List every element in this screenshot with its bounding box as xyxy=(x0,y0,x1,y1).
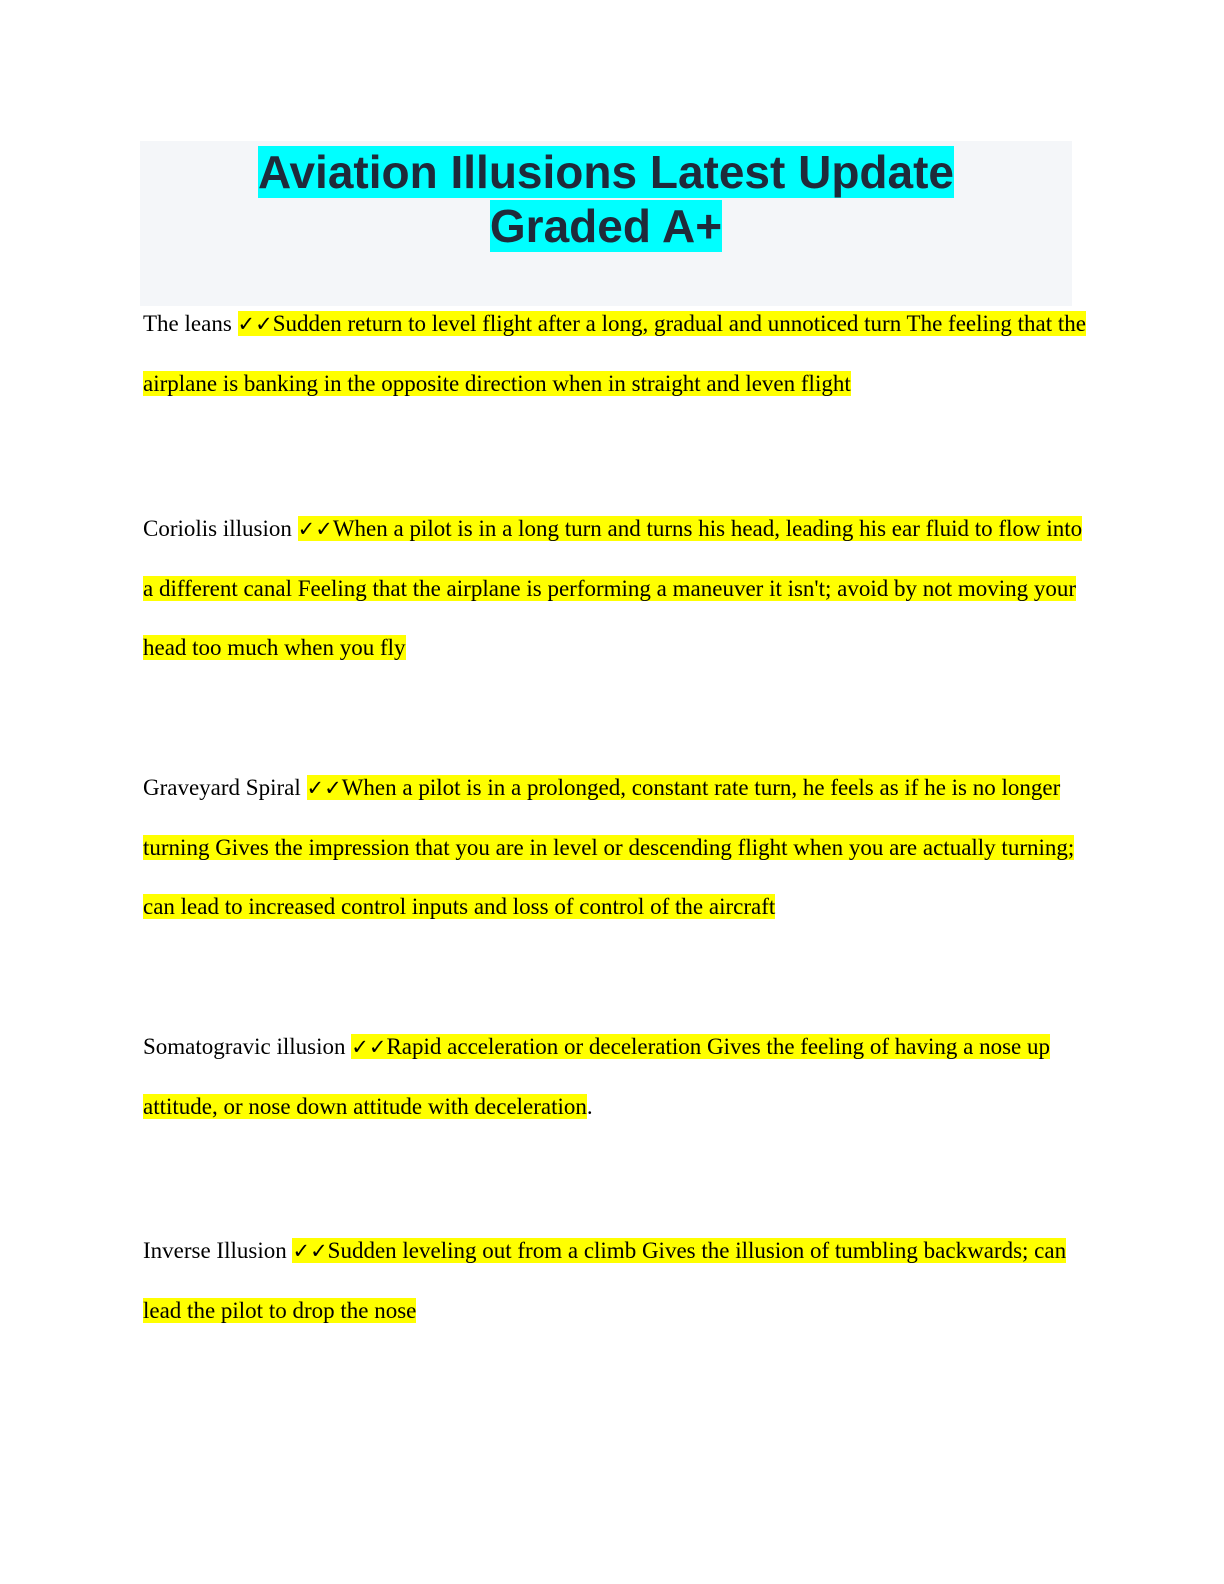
entry-graveyard-spiral xyxy=(143,758,1088,936)
check-mark-icon: ✓✓ xyxy=(237,312,273,336)
check-mark-icon: ✓✓ xyxy=(351,1035,387,1059)
check-mark-icon: ✓✓ xyxy=(292,1239,328,1263)
entry-term: Graveyard Spiral xyxy=(143,775,301,800)
entry-answer xyxy=(143,311,1086,396)
title-line-2: Graded A+ xyxy=(489,200,723,252)
entry-definition: When a pilot is in a long turn and turns his head, leading his ear fluid to flow into a different canal Feeling that the airplane is performing a maneuver it isn't; avoid by not moving your head too much when you fly xyxy=(143,516,1083,660)
entry-definition: Rapid acceleration or deceleration Gives the feeling of having a nose up attitude, or nose down attitude with deceleration xyxy=(143,1034,1051,1119)
entry-term: The leans xyxy=(143,311,232,336)
page-title xyxy=(140,141,1072,253)
entry-somatogravic-illusion xyxy=(143,1017,1088,1136)
entry-definition: Sudden return to level flight after a long, gradual and unnoticed turn The feeling that the airplane is banking in the opposite direction when in straight and leven flight xyxy=(143,311,1086,396)
title-line-1: Aviation Illusions Latest Update xyxy=(257,146,955,198)
entry-trailing: . xyxy=(586,1094,593,1119)
entry-term: Coriolis illusion xyxy=(143,516,292,541)
entry-term: Inverse Illusion xyxy=(143,1238,287,1263)
entry-the-leans xyxy=(143,294,1088,413)
entry-definition: Sudden leveling out from a climb Gives the illusion of tumbling backwards; can lead the pilot to drop the nose xyxy=(143,1238,1067,1323)
entry-coriolis-illusion xyxy=(143,499,1088,677)
title-box xyxy=(140,141,1072,306)
check-mark-icon: ✓✓ xyxy=(297,517,333,541)
entry-term: Somatogravic illusion xyxy=(143,1034,346,1059)
entry-inverse-illusion xyxy=(143,1221,1088,1340)
check-mark-icon: ✓✓ xyxy=(306,776,342,800)
entry-definition: When a pilot is in a prolonged, constant rate turn, he feels as if he is no longer turning Gives the impression that you are in level or descending flight when you are actually turning; can lead to increased control inputs and loss of control of the aircraft xyxy=(143,775,1075,919)
